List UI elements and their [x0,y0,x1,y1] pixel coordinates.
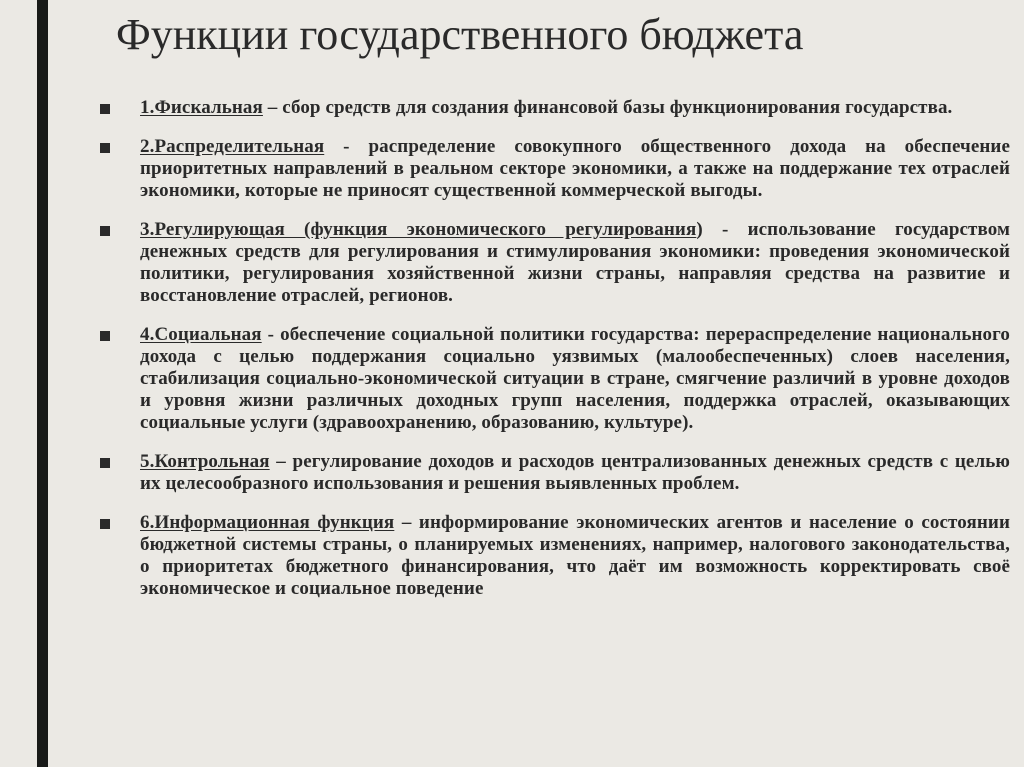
list-item-text [140,451,1010,495]
square-bullet-icon [100,458,110,468]
list-item-text [140,219,1010,307]
item-term: 6.Информационная функция [140,512,395,533]
item-description: – информирование экономических агентов и население о состоянии бюджетной системы страны, о планируемых изменениях, например, налогового законодательства, о приоритетах бюджетного финансирования, что даёт им возможность корректировать своё экономическое и социальное поведение [140,512,1010,599]
item-term: 4.Социальная [140,324,262,345]
list-item-fiscal [100,97,1010,119]
list-item-distributive [100,136,1010,202]
function-list [100,97,1010,600]
slide-title: Функции государственного бюджета [116,10,804,59]
item-term: 2.Распределительная [140,136,325,157]
item-term: 3.Регулирующая (функция экономического регулирования [140,219,697,240]
square-bullet-icon [100,143,110,153]
list-item-text [140,324,1010,434]
left-accent-bar [37,0,48,767]
list-item-text [140,97,1010,119]
list-item-informational [100,512,1010,600]
item-term: 5.Контрольная [140,451,270,472]
item-description: - обеспечение социальной политики государства: перераспределение национального дохода с целью поддержания социально уязвимых (малообеспеченных) слоев населения, стабилизация социально-экономической ситуации в стране, смягчение различий в уровне доходов и уровня жизни различных доходных групп населения, поддержка отраслей, оказывающих социальные услуги (здравоохранению, образованию, культуре). [140,324,1010,433]
list-item-text [140,512,1010,600]
square-bullet-icon [100,331,110,341]
item-description: – регулирование доходов и расходов централизованных денежных средств с целью их целесообразного использования и решения выявленных проблем. [140,451,1010,494]
item-description: ) - использование государством денежных средств для регулирования и стимулирования экономики: проведения экономической политики, регулирования хозяйственной жизни страны, направляя средства на развитие и восстановление отраслей, регионов. [140,219,1010,306]
item-description: - распределение совокупного общественного дохода на обеспечение приоритетных направлений в реальном секторе экономики, а также на поддержание тех отраслей экономики, которые не приносят существенной коммерческой выгоды. [140,136,1010,201]
list-item-social [100,324,1010,434]
list-item-text [140,136,1010,202]
item-term: 1.Фискальная [140,97,263,118]
list-item-regulating [100,219,1010,307]
square-bullet-icon [100,519,110,529]
list-item-control [100,451,1010,495]
item-description: – сбор средств для создания финансовой базы функционирования государства. [262,97,953,118]
square-bullet-icon [100,104,110,114]
square-bullet-icon [100,226,110,236]
